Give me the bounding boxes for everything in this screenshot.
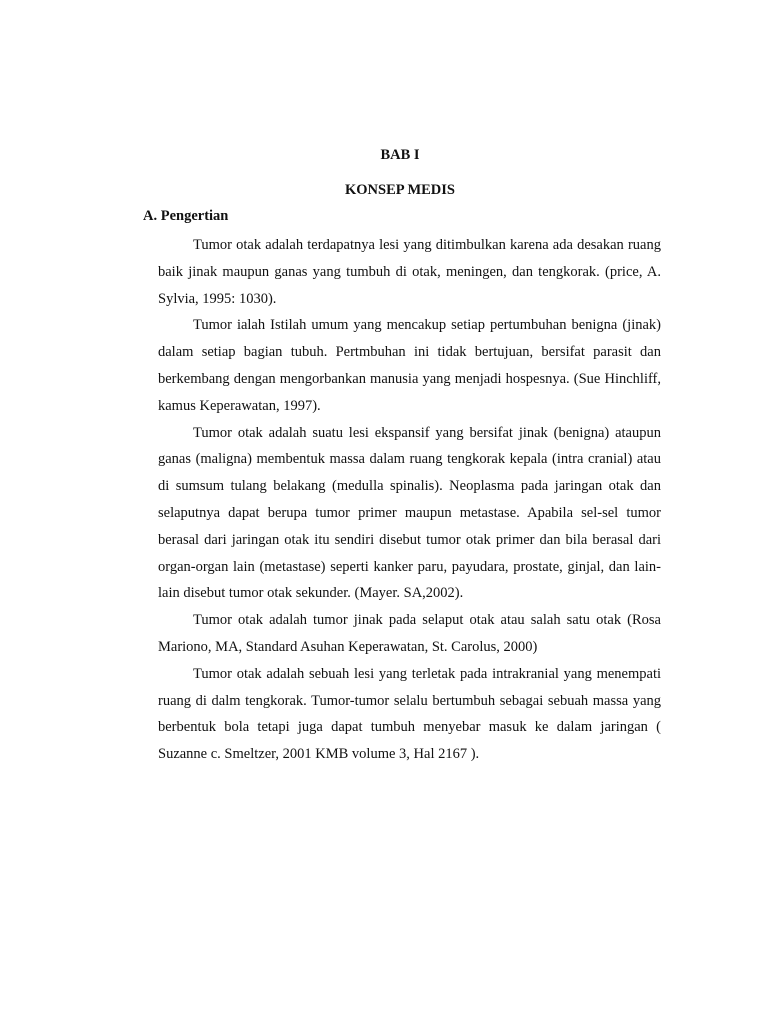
paragraph: Tumor otak adalah terdapatnya lesi yang ditimbulkan karena ada desakan ruang baik jinak maupun ganas yang tumbuh di otak, meningen, dan tengkorak. (price, A. Sylvia, 1995: 1030). [158,237,661,307]
chapter-number: BAB I [380,147,420,163]
chapter-title: KONSEP MEDIS [345,182,455,198]
paragraph: Tumor otak adalah sebuah lesi yang terletak pada intrakranial yang menempati ruang di dalm tengkorak. Tumor-tumor selalu bertumbuh sebagai sebuah massa yang berbentuk bola tetapi juga dapat tumbuh menyebar masuk ke dalam jaringan ( Suzanne c. Smeltzer, 2001 KMB volume 3, Hal 2167 ). [158,665,661,763]
paragraph: Tumor ialah Istilah umum yang mencakup setiap pertumbuhan benigna (jinak) dalam setiap bagian tubuh. Pertmbuhan ini tidak bertujuan, bersifat parasit dan berkembang dengan mengorbankan manusia yang menjadi hospesnya. (Sue Hinchliff, kamus Keperawatan, 1997). [158,317,661,414]
body-text [158,232,661,768]
section-heading: A. Pengertian [143,208,229,224]
paragraph: Tumor otak adalah tumor jinak pada selaput otak atau salah satu otak (Rosa Mariono, MA, Standard Asuhan Keperawatan, St. Carolus, 2000) [158,612,661,655]
paragraph: Tumor otak adalah suatu lesi ekspansif yang bersifat jinak (benigna) ataupun ganas (maligna) membentuk massa dalam ruang tengkorak kepala (intra cranial) atau di sumsum tulang belakang (medulla spinalis). Neoplasma pada jaringan otak dan selaputnya dapat berupa tumor primer maupun metastase. Apabila sel-sel tumor berasal dari jaringan otak itu sendiri disebut tumor otak primer dan bila berasal dari organ-organ lain (metastase) seperti kanker paru, payudara, prostate, ginjal, dan lain-lain disebut tumor otak sekunder. (Mayer. SA,2002). [158,424,661,602]
